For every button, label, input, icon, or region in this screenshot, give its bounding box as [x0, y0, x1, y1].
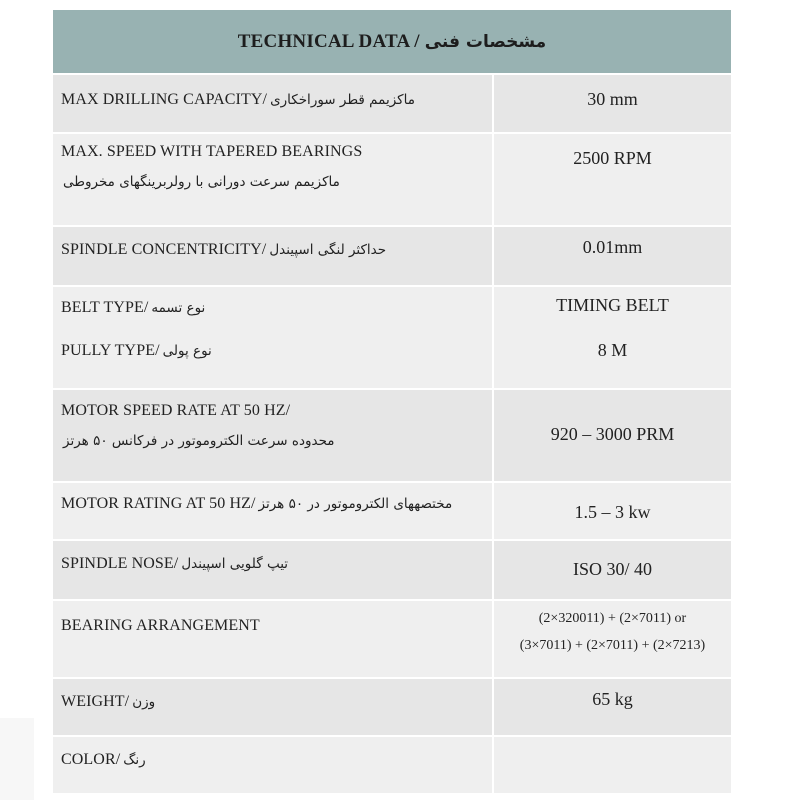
value-belt: TIMING BELT [556, 295, 669, 315]
label-fa: ماکزیمم سرعت دورانی با رولربرینگهای مخروطی [63, 174, 340, 190]
row-value: 920 – 3000 PRM [550, 424, 675, 444]
row-label [53, 227, 494, 285]
row-label [53, 287, 494, 388]
value-pully: 8 M [597, 340, 628, 360]
left-edge-shade [0, 718, 34, 800]
label-fa: نوع تسمه [151, 300, 206, 316]
table-row-spindle-nose [53, 541, 731, 601]
row-value: 1.5 – 3 kw [574, 502, 651, 522]
label-en: MAX DRILLING CAPACITY/ [61, 91, 268, 108]
label2-en: PULLY TYPE/ [61, 342, 160, 359]
label-fa: وزن [132, 694, 156, 710]
label2-fa: نوع پولی [162, 343, 212, 359]
row-label [53, 390, 494, 481]
row-value: 65 kg [592, 689, 633, 709]
value-line-1: (2×320011) + (2×7011) or [538, 611, 687, 626]
row-label [53, 483, 494, 539]
table-row-max-drilling-capacity [53, 75, 731, 134]
table-row-bearing-arrangement [53, 601, 731, 679]
label-en: SPINDLE NOSE/ [61, 555, 179, 572]
label-en: WEIGHT/ [61, 693, 130, 710]
value-line-2: (3×7011) + (2×7011) + (2×7213) [519, 638, 706, 653]
row-value [494, 287, 731, 388]
row-value: 0.01mm [582, 237, 643, 257]
label-en: MOTOR RATING AT 50 HZ/ [61, 495, 256, 512]
table-row-weight [53, 679, 731, 737]
label-fa: حداکثر لنگی اسپیندل [269, 242, 387, 258]
row-value: 2500 RPM [573, 148, 652, 168]
table-row-belt-pully-type [53, 287, 731, 390]
title-en: TECHNICAL DATA / [237, 30, 420, 52]
row-label [53, 679, 494, 735]
technical-data-table [53, 10, 731, 795]
label-en: COLOR/ [61, 751, 121, 768]
table-row-motor-rating [53, 483, 731, 541]
label-fa: مختصههای الکتروموتور در ۵۰ هرتز [258, 496, 453, 512]
label-en: BELT TYPE/ [61, 299, 149, 316]
title-fa: مشخصات فنی [424, 31, 547, 52]
label-fa: تیپ گلویی اسپیندل [181, 556, 289, 572]
row-label [53, 75, 494, 132]
row-value: 30 mm [587, 89, 638, 109]
row-label [53, 737, 494, 793]
label-fa: محدوده سرعت الکتروموتور در فرکانس ۵۰ هرتز [63, 433, 335, 449]
table-row-spindle-concentricity [53, 227, 731, 287]
label-en: SPINDLE CONCENTRICITY/ [61, 241, 267, 258]
table-row-motor-speed-rate [53, 390, 731, 483]
label-en: MOTOR SPEED RATE AT 50 HZ/ [61, 402, 291, 419]
table-row-color [53, 737, 731, 795]
row-value [494, 601, 731, 677]
label-fa: ماکزیمم قطر سوراخکاری [270, 92, 415, 108]
table-row-max-speed [53, 134, 731, 227]
row-label [53, 134, 494, 225]
row-label [53, 601, 494, 677]
label-en: BEARING ARRANGEMENT [61, 617, 260, 634]
row-value: ISO 30/ 40 [572, 559, 652, 579]
row-label [53, 541, 494, 599]
label-en: MAX. SPEED WITH TAPERED BEARINGS [61, 143, 363, 160]
row-value [494, 737, 731, 793]
label-fa: رنگ [123, 752, 146, 768]
table-title [53, 10, 731, 75]
